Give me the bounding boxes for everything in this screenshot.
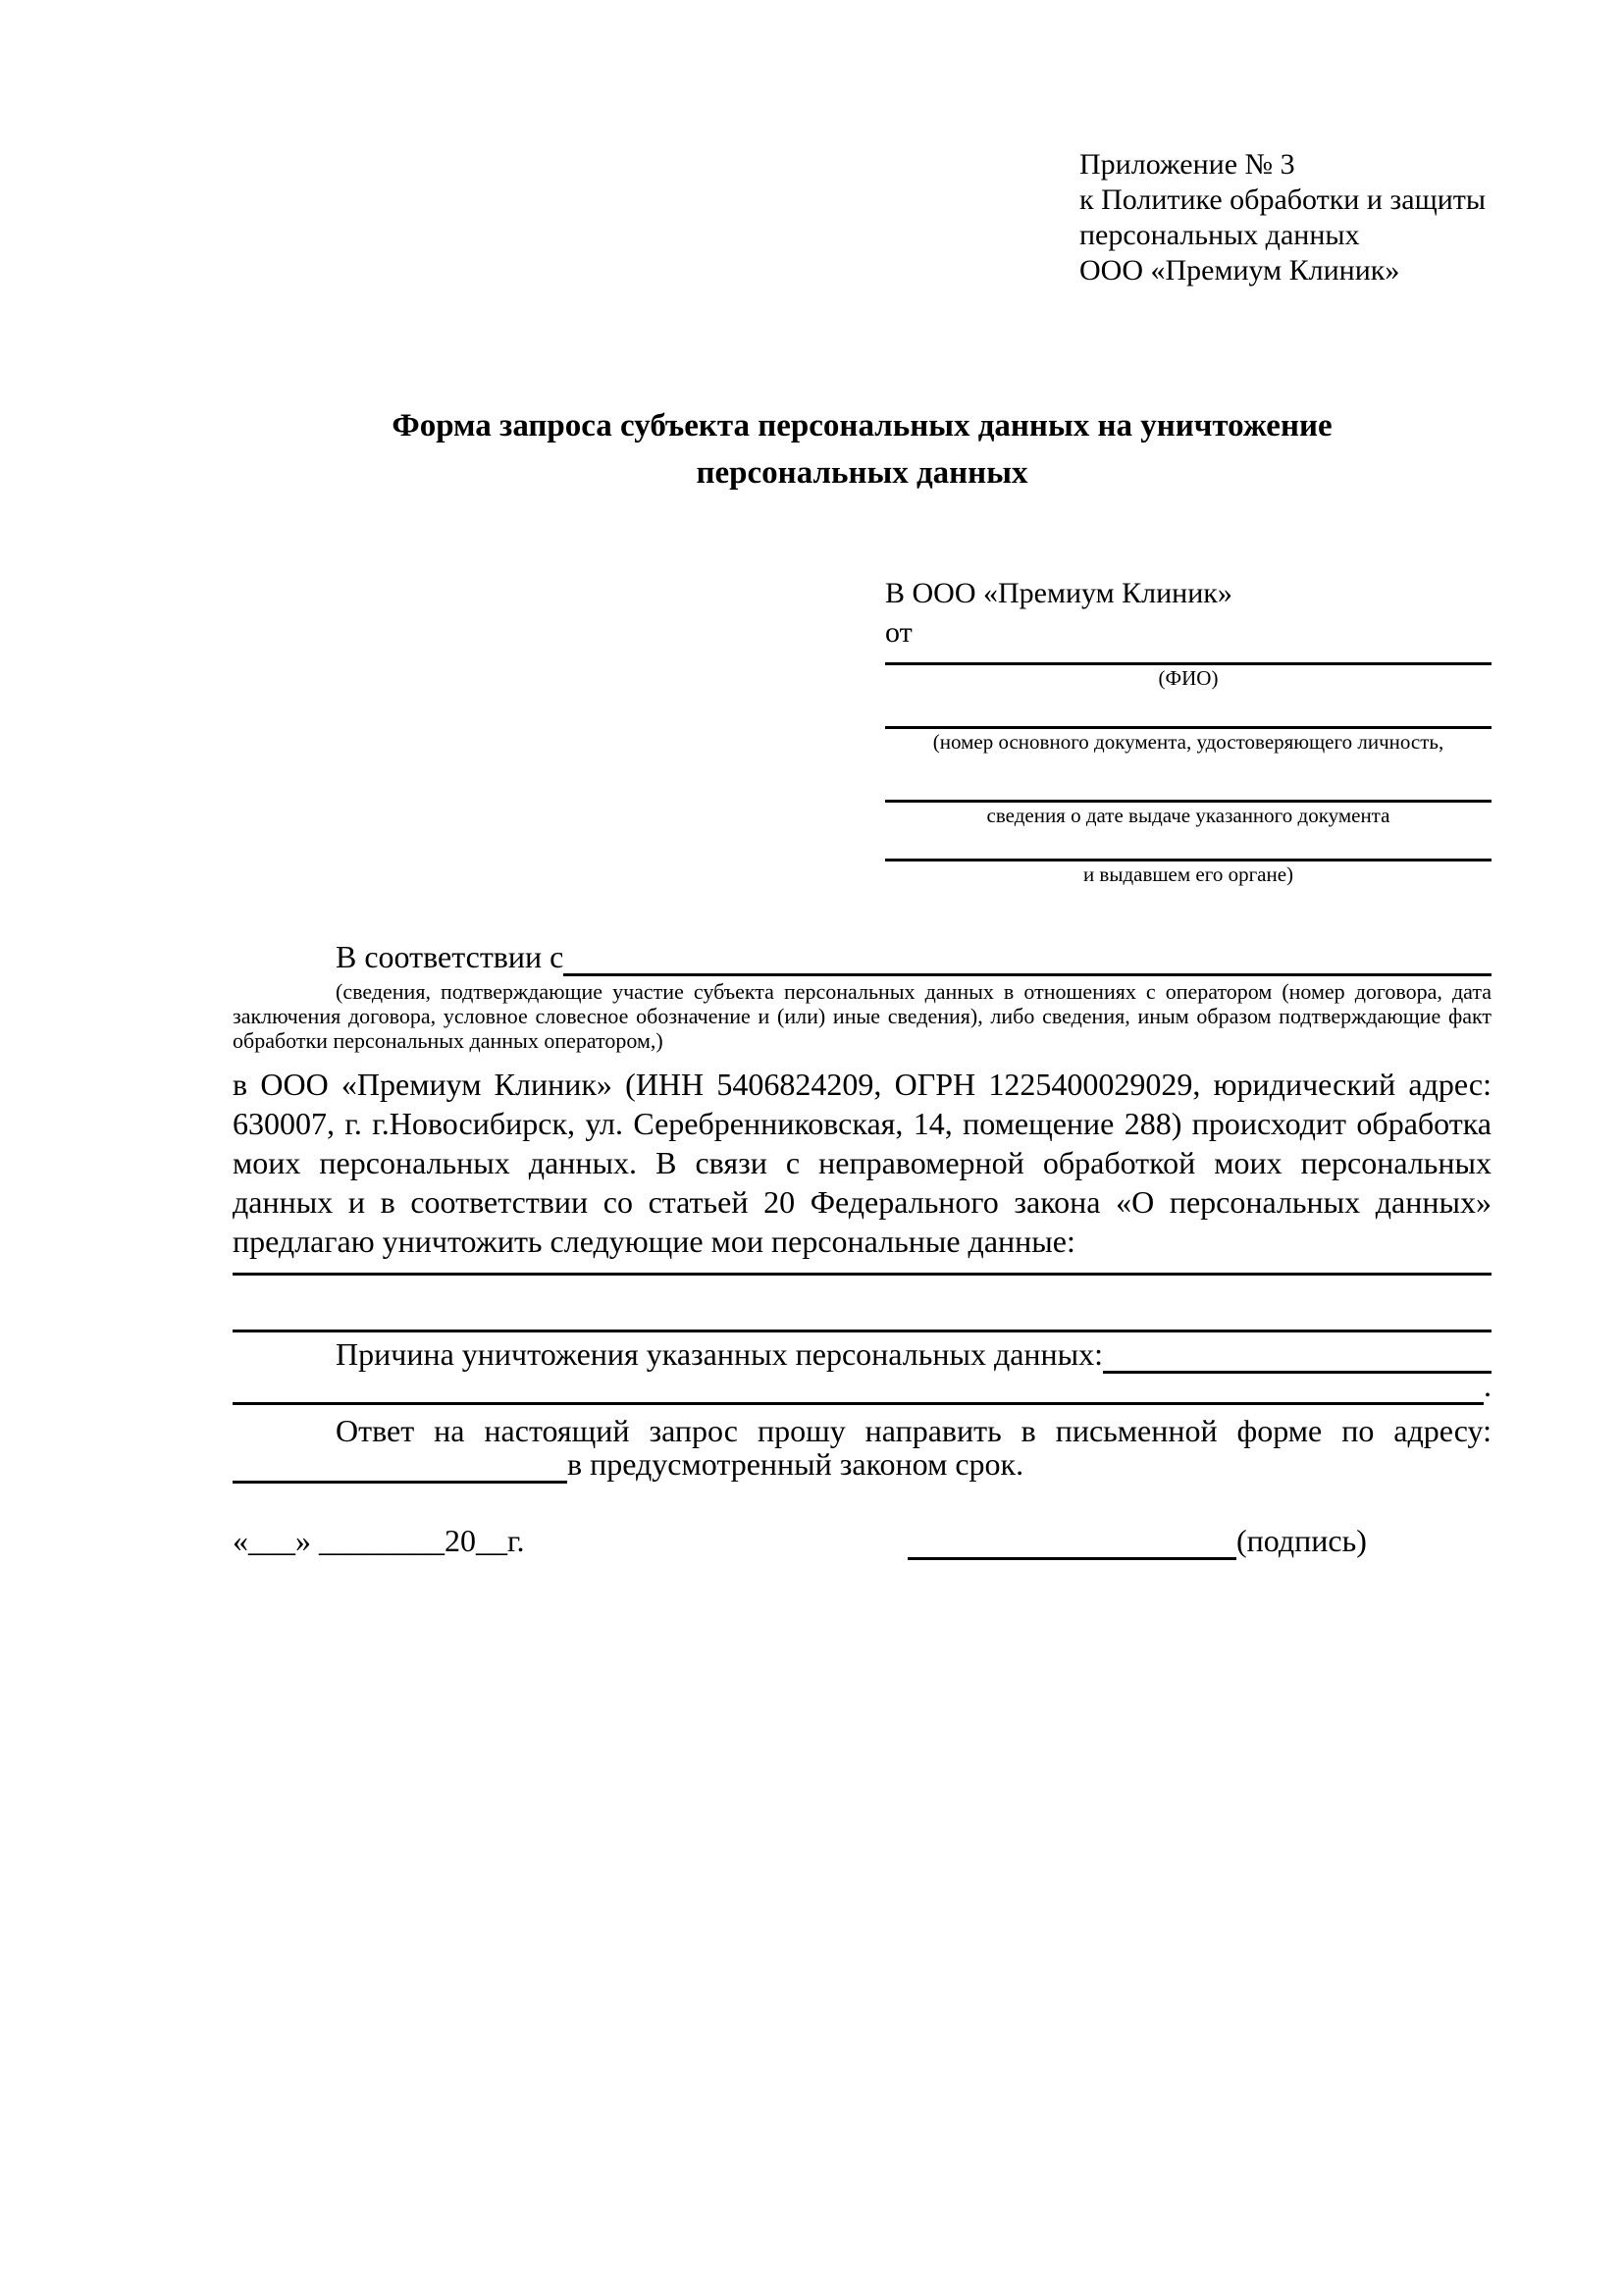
appendix-note — [1079, 147, 1486, 288]
appendix-note-line: ООО «Премиум Клиник» — [1079, 254, 1400, 287]
accordance-row — [233, 937, 1492, 976]
personal-data-fill-line-1[interactable] — [233, 1273, 1492, 1276]
signature-group — [908, 1521, 1367, 1560]
reason-fill-line-2[interactable] — [233, 1366, 1484, 1405]
reason-label: Причина уничтожения указанных персональных данных: — [336, 1336, 1104, 1372]
appendix-note-line: к Политике обработки и защиты — [1079, 183, 1487, 216]
addressee-from-label: от — [885, 616, 913, 649]
addressee-organization: В ООО «Премиум Клиник» — [885, 577, 1232, 609]
response-request: Ответ на настоящий запрос прошу направить в письменной форме по адресу: — [336, 1413, 1492, 1448]
main-paragraph: в ООО «Премиум Клиник» (ИНН 5406824209, ОГРН 1225400029029, юридический адрес: 630007, г. г.Новосибирск, ул. Серебренниковская, 14, помещение 288) происходит обработка моих персональных данных. В связи с неправомерной обработкой моих персональных данных и в соответствии со статьей 20 Федерального закона «О персональных данных» предлагаю уничтожить следующие мои персональные данные: — [233, 1067, 1492, 1259]
signing-row — [233, 1521, 1492, 1560]
signature-fill-line[interactable] — [908, 1521, 1236, 1560]
addressee-block — [885, 574, 1492, 887]
accordance-fill-line[interactable] — [563, 937, 1492, 976]
date-fill-line[interactable]: «___» ________20__г. — [233, 1523, 525, 1558]
fio-caption: (ФИО) — [1158, 666, 1219, 690]
reason-terminator: . — [1484, 1368, 1492, 1403]
appendix-note-line: Приложение № 3 — [1079, 148, 1295, 181]
document-title — [233, 402, 1492, 496]
address-fill-line[interactable] — [233, 1444, 567, 1484]
document-title-line: Форма запроса субъекта персональных данных на уничтожение — [392, 408, 1333, 444]
document-issuer-caption: и выдавшем его органе) — [1082, 862, 1294, 886]
document-date-caption: сведения о дате выдаче указанного документа — [986, 804, 1390, 827]
signature-caption: (подпись) — [1236, 1523, 1367, 1558]
document-title-line: персональных данных — [696, 455, 1028, 491]
first-line-indent — [233, 937, 336, 976]
response-suffix: в предусмотренный законом срок. — [567, 1446, 1024, 1482]
personal-data-fill-line-2[interactable] — [233, 1330, 1492, 1332]
appendix-note-line: персональных данных — [1079, 219, 1360, 251]
response-address-row — [233, 1444, 1492, 1484]
document-number-caption: (номер основного документа, удостоверяющего личность, — [932, 730, 1444, 754]
reason-continuation-row — [233, 1366, 1492, 1405]
accordance-footnote: (сведения, подтверждающие участие субъекта персональных данных в отношениях с оператором (номер договора, дата заключения договора, условное словесное обозначение и (или) иные сведения), либо сведения, иным образом подтверждающие факт обработки персональных данных оператором,) — [233, 979, 1492, 1053]
accordance-prefix: В соответствии с — [336, 939, 564, 974]
